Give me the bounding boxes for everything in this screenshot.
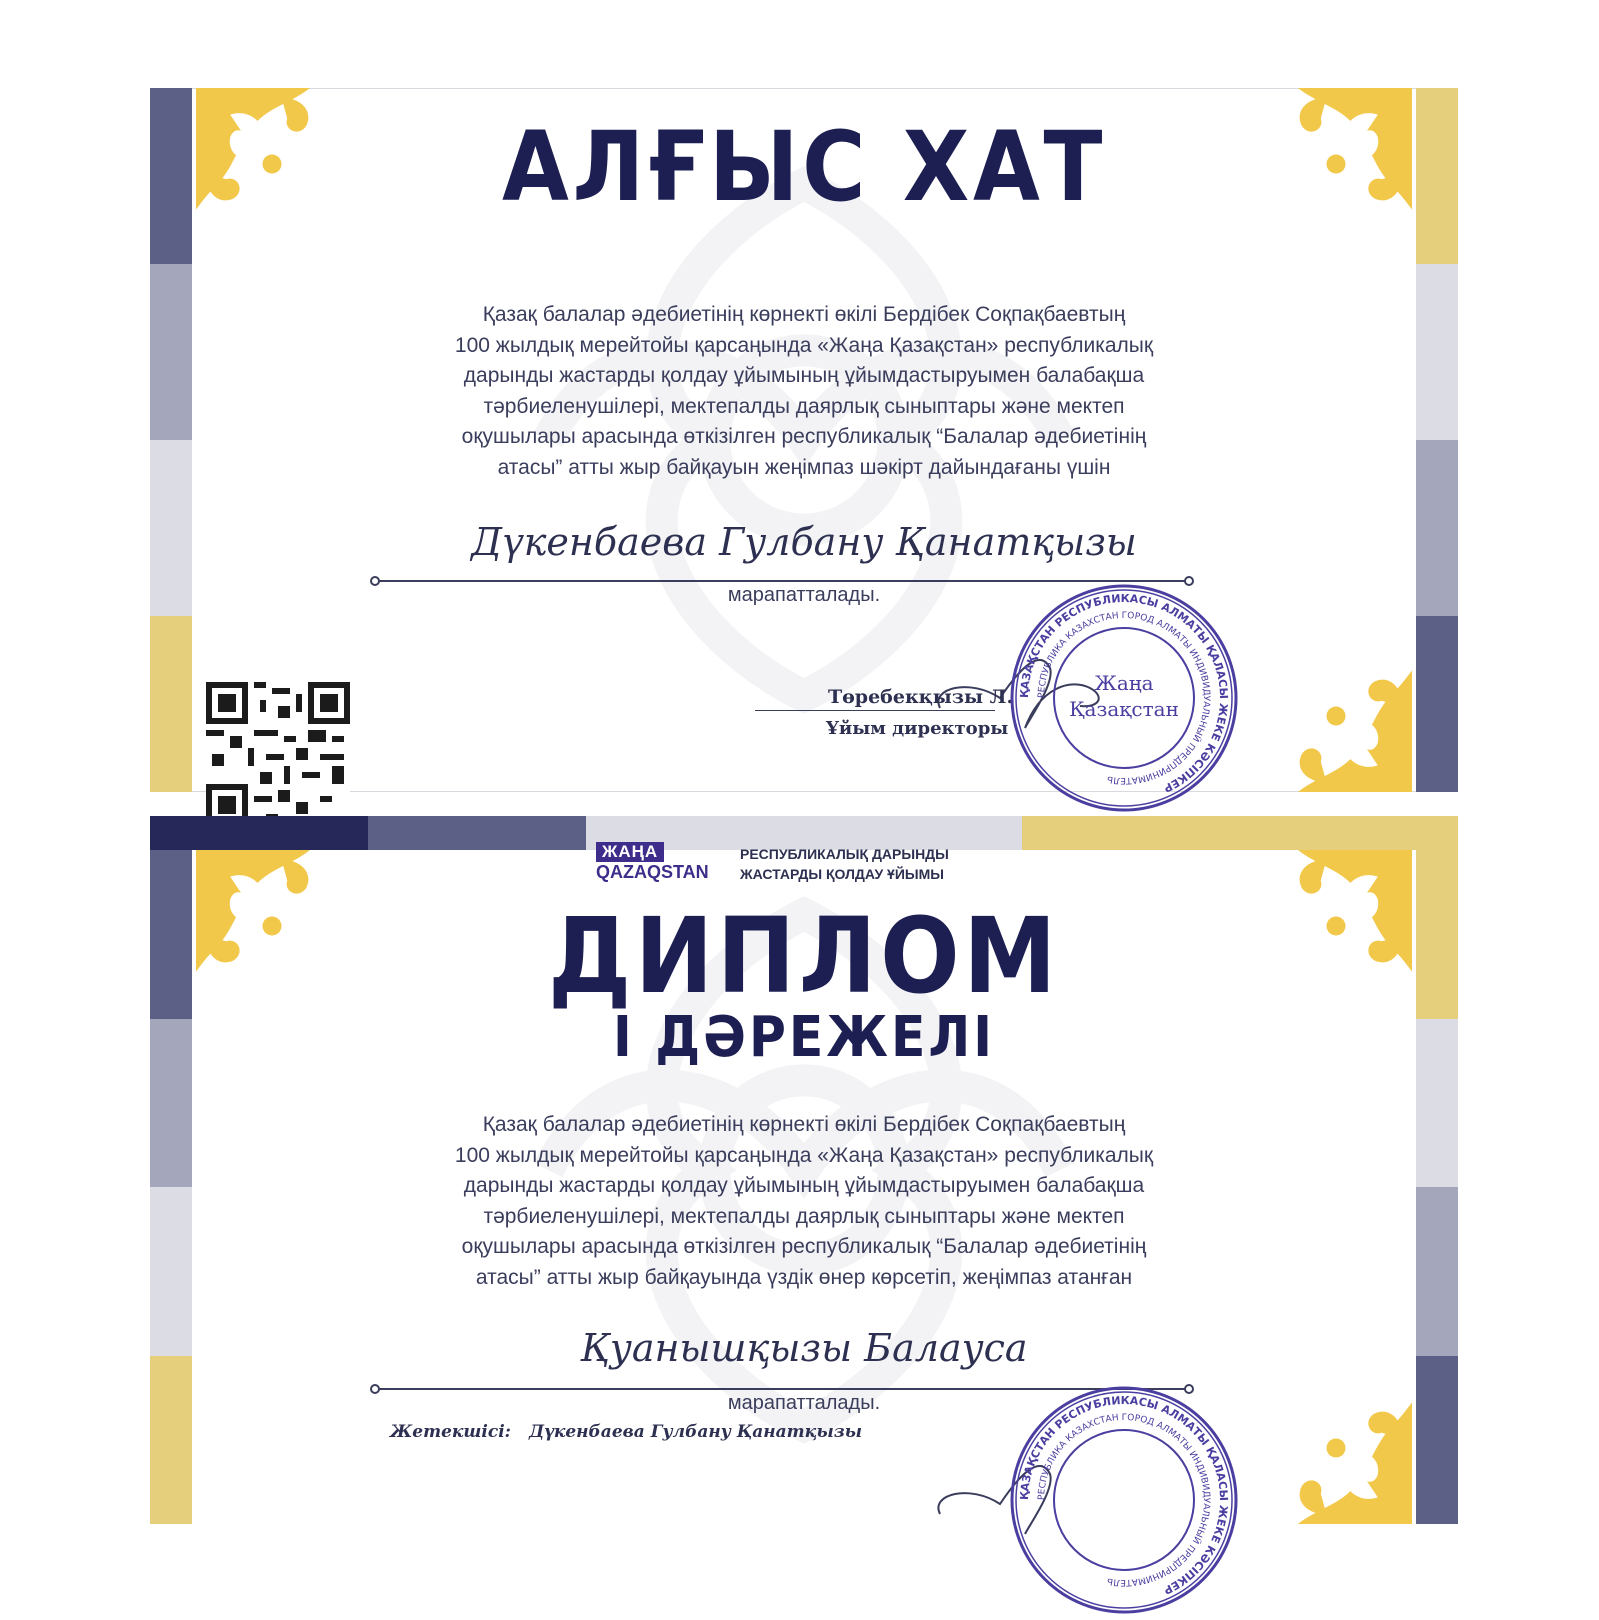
awarded-text: марапатталады.: [727, 1392, 881, 1414]
org-name-line: ЖАСТАРДЫ ҚОЛДАУ ҰЙЫМЫ: [740, 866, 944, 882]
awarded-text: марапатталады.: [727, 584, 881, 606]
stamp-inner-text: РЕСПУБЛИКА КАЗАХСТАН ГОРОД АЛМАТЫ ИНДИВИДУАЛЬНЫЙ ПРЕДПРИНИМАТЕЛЬ: [1036, 1412, 1212, 1588]
qr-code-icon: [206, 682, 350, 792]
organization-logo: [596, 842, 709, 882]
degree-label: І ДӘРЕЖЕЛІ: [613, 1005, 995, 1070]
stamp-outer-text: ҚАЗАҚСТАН РЕСПУБЛИКАСЫ АЛМАТЫ ҚАЛАСЫ ЖЕКЕ КӘСІПКЕР: [1017, 591, 1231, 795]
stamp-center-text: Қазақстан: [1069, 697, 1179, 721]
logo-bottom-text: QAZAQSTAN: [596, 862, 709, 882]
left-stripe-border: [150, 850, 192, 1524]
org-name-line: РЕСПУБЛИКАЛЫҚ ДАРЫНДЫ: [740, 846, 949, 862]
stamp-outer-text: ҚАЗАҚСТАН РЕСПУБЛИКАСЫ АЛМАТЫ ҚАЛАСЫ ЖЕКЕ КӘСІПКЕР: [1017, 1393, 1231, 1597]
stamp-center-text: Жаңа: [1094, 671, 1154, 695]
certificate-body-text: Қазақ балалар әдебиетінің көрнекті өкілі Бердібек Соқпақбаевтың 100 жылдық мерейтойы қарсаңында «Жаңа Қазақстан» республикалық дарынды жастарды қолдау ұйымының ұйымдастыруымен балабақша тәрбиеленушілері, мектепалды даярлық сыныптары және мектеп оқушылары арасында өткізілген республикалық “Балалар әдебиетінің атасы” атты жыр байқауында үздік өнер көрсетіп, жеңімпаз атанған: [454, 1113, 1154, 1289]
right-stripe-border: [1416, 850, 1458, 1524]
right-stripe-border: [1416, 88, 1458, 792]
signer-name: Төребекқызы Л.: [828, 686, 1014, 708]
certificate-title: АЛҒЫС ХАТ: [502, 111, 1106, 223]
diploma: [150, 816, 1458, 1597]
recipient-name: Дүкенбаева Гулбану Қанатқызы: [471, 520, 1137, 564]
gold-corner-ornament-icon: [1222, 602, 1412, 792]
gratitude-letter: [150, 88, 1458, 795]
signature-line: [755, 710, 995, 711]
left-stripe-border: [150, 88, 192, 792]
official-stamp-icon: [1008, 582, 1240, 814]
supervisor-line: [390, 1422, 880, 1442]
official-stamp-icon: [1008, 1384, 1240, 1616]
svg-text:ҚАЗАҚСТАН РЕСПУБЛИКАСЫ АЛМАТЫ: [1018, 1394, 1230, 1597]
svg-text:РЕСПУБЛИКА КАЗАХСТАН ГОРОД АЛМ: [1037, 1413, 1211, 1587]
supervisor-name: Дүкенбаева Гулбану Қанатқызы: [528, 1422, 863, 1442]
supervisor-label: Жетекшісі:: [390, 1422, 511, 1442]
recipient-name: Қуанышқызы Балауса: [580, 1326, 1028, 1370]
stamp-inner-text: РЕСПУБЛИКА КАЗАХСТАН ГОРОД АЛМАТЫ ИНДИВИДУАЛЬНЫЙ ПРЕДПРИНИМАТЕЛЬ: [1036, 610, 1212, 786]
certificate-body-text: Қазақ балалар әдебиетінің көрнекті өкілі Бердібек Соқпақбаевтың 100 жылдық мерейтойы қарсаңында «Жаңа Қазақстан» республикалық дарынды жастарды қолдау ұйымының ұйымдастыруымен балабақша тәрбиеленушілері, мектепалды даярлық сыныптары және мектеп оқушылары арасында өткізілген республикалық “Балалар әдебиетінің атасы” атты жыр байқауын жеңімпаз шәкірт дайындағаны үшін: [454, 303, 1154, 479]
certificate-title: ДИПЛОМ: [547, 895, 1061, 1017]
signer-title: Ұйым директоры: [826, 718, 1009, 739]
organization-name: [740, 844, 949, 884]
logo-top-text: ЖАҢА: [596, 842, 664, 862]
